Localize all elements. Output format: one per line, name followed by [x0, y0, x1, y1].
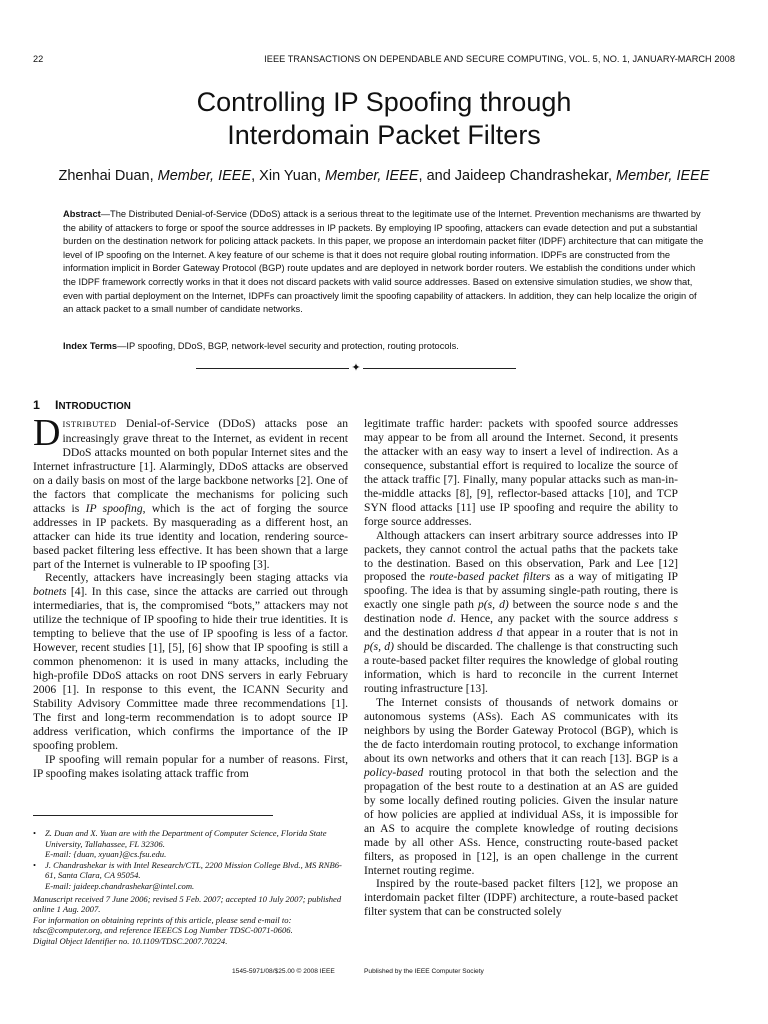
divider-ornament: ✦ — [349, 362, 363, 374]
body-text: routing protocol in that both the selection and the propagation of the best route to a destination at an AS are guided by some locally defined routing policies. Given the insular nature of how policies are applied at individual ASs, it is impossible for an AS to acquire the complete knowledge of routing decisions made by all other ASs. Hence, constructing route-based packet filters, as proposed in [12], is an open challenge in the current Internet routing regime. — [364, 765, 678, 877]
footnote-email: E-mail: jaideep.chandrashekar@intel.com. — [45, 880, 195, 891]
math-term: p(s, d) — [364, 640, 394, 654]
body-text-italic: policy-based — [364, 765, 424, 779]
section-heading — [33, 398, 131, 412]
body-text: [4]. In this case, since the attacks are carried out through intermediaries, that is, the compromised “bots,” attackers may not utilize the technique of IP spoofing to hide their true identities. It is tempting to believe that the use of IP spoofing is less of a factor. However, recent studies [1], [5], [6] show that IP spoofing is still a common phenomenon: it is used in many attacks, including the high-profile DDoS attacks on root DNS servers in early February 2006 [1]. In response to this event, the ICANN Security and Stability Advisory Committee made three recommendations [1]. The first and long-term recommendation is to adopt source IP address verification, which confirms the importance of the IP spoofing problem. — [33, 585, 348, 752]
section-title-initial: I — [55, 398, 59, 412]
footnotes — [33, 828, 348, 947]
paragraph — [364, 877, 678, 919]
body-text: Denial-of-Service (DDoS) attacks pose an increasingly grave threat to the Internet, as evident in recent DDoS attacks mounted on both popular Internet sites and the Internet infrastructure [1]. Alarmingly, DDoS attacks are observed on a daily basis on most of the large backbone networks [2]. One of the factors that complicate the mechanisms for policing such attacks is — [33, 417, 348, 515]
math-term: p(s, d) — [478, 598, 509, 612]
abstract-label: Abstract — [63, 209, 101, 219]
reprints-note: For information on obtaining reprints of this article, please send e-mail to: tdsc@computer.org, and reference IEEECS Log Number TDSC-0071-0606. — [33, 914, 293, 936]
author-name: , Xin Yuan, — [251, 168, 326, 184]
drop-cap: D — [33, 412, 61, 454]
body-text: legitimate traffic harder: packets with spoofed source addresses may appear to be from all around the Internet. Second, it presents the attacker with an easy way to insert a level of indirection. As a consequence, substantial effort is required to localize the source of the attack traffic [7]. Finally, many popular attacks such as man-in-the-middle attacks [8], [9], reflector-based attacks [10], and TCP SYN flood attacks [11] use IP spoofing and require the ability to forge source addresses. — [364, 417, 678, 528]
body-text-italic: IP spoofing — [85, 501, 143, 515]
page-number: 22 — [33, 54, 44, 64]
left-column — [33, 412, 348, 781]
paragraph — [364, 696, 678, 877]
footnote-affiliation — [33, 828, 348, 860]
doi-note: Digital Object Identifier no. 10.1109/TDSC.2007.70224. — [33, 935, 228, 946]
body-text: Recently, attackers have increasingly been staging attacks via — [45, 571, 348, 585]
paragraph — [364, 417, 678, 529]
paragraph — [33, 412, 348, 571]
author-list — [0, 168, 768, 184]
body-text: Inspired by the route-based packet filters [12], we propose an interdomain packet filter (IDPF) architecture, a route-based packet filter system that can be constructed solely — [364, 877, 678, 919]
paragraph — [33, 571, 348, 752]
body-text: and the destination node — [364, 598, 678, 626]
bullet-icon: • — [33, 828, 37, 838]
index-terms — [63, 341, 705, 351]
math-term: s — [634, 598, 640, 612]
math-term: s — [673, 612, 678, 626]
author-role: Member, IEEE — [157, 168, 252, 184]
body-text: IP spoofing will remain popular for a number of reasons. First, IP spoofing makes isolating attack traffic from — [33, 752, 348, 780]
body-text: . Hence, any packet with the source address — [452, 612, 674, 626]
journal-name: IEEE TRANSACTIONS ON DEPENDABLE AND SECURE COMPUTING, VOL. 5, NO. 1, JANUARY-MARCH 2008 — [264, 54, 735, 64]
right-column — [364, 417, 678, 919]
body-text: The Internet consists of thousands of network domains or autonomous systems (ASs). Each AS communicates with its neighbors by using the Border Gateway Protocol (BGP), which is the de facto interdomain routing protocol, to exchange information about its own networks and others that it can reach [13]. BGP is a — [364, 696, 678, 765]
footnote-text: Z. Duan and X. Yuan are with the Department of Computer Science, Florida State University, Tallahassee, FL 32306. — [45, 828, 327, 849]
body-text: as a way of mitigating IP spoofing. The idea is that by assuming single-path routing, there is exactly one single path — [364, 570, 678, 612]
abstract-text: —The Distributed Denial-of-Service (DDoS) attack is a serious threat to the legitimate use of the Internet. Prevention mechanisms are thwarted by the ability of attackers to forge or spoof the source addresses in IP packets. By employing IP spoofing, attackers can evade detection and put a substantial burden on the destination network for policing attack packets. In this paper, we propose an interdomain packet filter (IDPF) architecture that can mitigate the level of IP spoofing on the Internet. A key feature of our scheme is that it does not require global routing information. IDPFs are constructed from the information implicit in Border Gateway Protocol (BGP) route updates and are deployed in network border routers. We establish the conditions under which the IDPF framework correctly works in that it does not discard packets with valid source addresses. Based on extensive simulation studies, we show that, even with partial deployment on the Internet, IDPFs can proactively limit the spoofing capability of attackers. In addition, they can help localize the origin of an attack packet to a small number of candidate networks. — [63, 209, 704, 315]
footnote-affiliation — [33, 860, 348, 892]
footnote-text: J. Chandrashekar is with Intel Research/CTL, 2200 Mission College Blvd., MS RNB6-61, Santa Clara, CA 95054. — [45, 859, 342, 881]
math-term: d — [496, 626, 503, 640]
paper-title — [0, 86, 768, 152]
body-text-italic: route-based packet filters — [429, 570, 551, 584]
title-line-2: Interdomain Packet Filters — [227, 120, 541, 150]
author-role: Member, IEEE — [616, 168, 710, 184]
footnote-email: E-mail: {duan, xyuan}@cs.fsu.edu. — [45, 849, 167, 860]
paragraph — [364, 529, 678, 696]
title-line-1: Controlling IP Spoofing through — [196, 87, 572, 117]
smallcaps-word: ISTRIBUTED — [62, 419, 117, 429]
author-role: Member, IEEE — [325, 168, 419, 184]
paragraph — [33, 753, 348, 781]
copyright-line: 1545-5971/08/$25.00 © 2008 IEEE — [232, 968, 335, 975]
publisher-line: Published by the IEEE Computer Society — [364, 968, 484, 975]
math-term: d — [447, 612, 453, 626]
footnote-rule — [33, 815, 273, 816]
body-text: between the source node — [508, 598, 635, 612]
manuscript-dates: Manuscript received 7 June 2006; revised 5 Feb. 2007; accepted 10 July 2007; published online 1 Aug. 2007. — [33, 893, 342, 915]
abstract — [63, 208, 705, 317]
section-title-rest: NTRODUCTION — [58, 401, 131, 412]
author-name: , and Jaideep Chandrashekar, — [418, 168, 617, 184]
index-terms-text: —IP spoofing, DDoS, BGP, network-level security and protection, routing protocols. — [117, 341, 459, 351]
body-text: that appear in a router that is not in — [502, 626, 678, 640]
bullet-icon: • — [33, 859, 37, 870]
index-terms-label: Index Terms — [63, 341, 118, 351]
body-text: , which is the act of forging the source addresses in IP packets. By masquerading as a different host, an attacker can hide its true identity and location, rendering source-based packet filtering less effective. It has been shown that a large part of the Internet is vulnerable to IP spoofing [3]. — [33, 501, 348, 571]
author-name: Zhenhai Duan, — [58, 168, 158, 184]
body-text-italic: botnets — [33, 585, 67, 599]
body-text: Although attackers can insert arbitrary source addresses into IP packets, they cannot control the actual paths that the packets take to the destination. Based on this observation, Park and Lee [12] proposed the — [364, 528, 678, 584]
body-text: should be discarded. The challenge is that constructing such a route-based packet filter requires the knowledge of global routing information, which is hard to reconcile in the current Internet routing infrastructure [13]. — [364, 640, 679, 696]
section-number: 1 — [33, 398, 40, 412]
body-text: and the destination address — [364, 626, 497, 640]
running-header — [33, 54, 735, 68]
